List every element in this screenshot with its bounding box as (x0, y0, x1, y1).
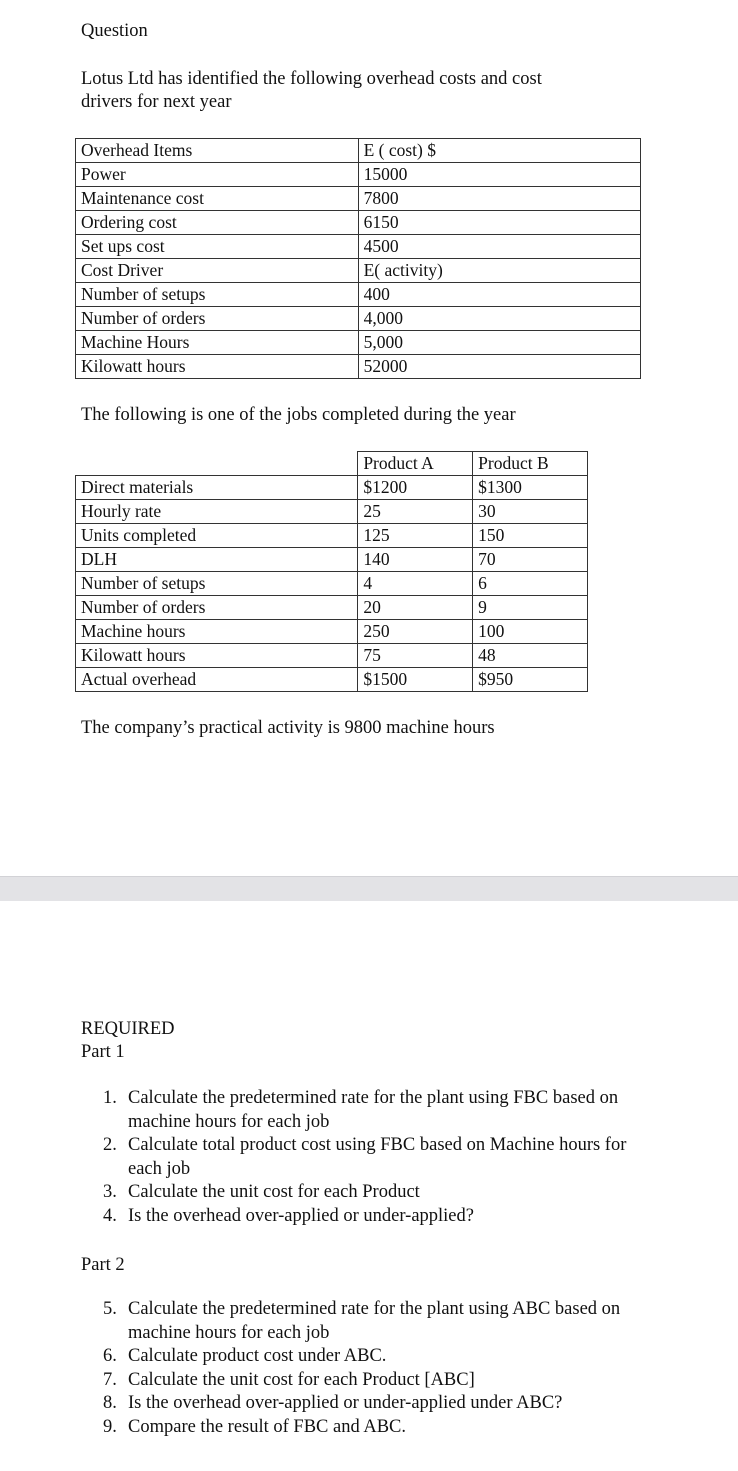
cost-driver-header: Cost Driver (76, 259, 359, 283)
list-item-number: 5. (103, 1299, 117, 1319)
table-cell: $1500 (358, 668, 473, 692)
list-item (103, 1345, 648, 1369)
table-cell: $1200 (358, 476, 473, 500)
list-item (103, 1298, 648, 1345)
table-cell: 4 (358, 572, 473, 596)
table-row (76, 235, 641, 259)
table-row (76, 548, 588, 572)
list-item (103, 1392, 648, 1416)
table-cell: $950 (473, 668, 588, 692)
table-cell: Machine Hours (76, 331, 359, 355)
list-item (103, 1369, 648, 1393)
list-item-text: Calculate total product cost using FBC based on Machine hours for each job (128, 1135, 627, 1179)
jobs-intro: The following is one of the jobs completed during the year (81, 405, 516, 425)
table-cell: Number of setups (76, 572, 358, 596)
list-item-text: Compare the result of FBC and ABC. (128, 1416, 406, 1437)
list-item-text: Is the overhead over-applied or under-applied under ABC? (128, 1393, 563, 1413)
practical-activity-text: The company’s practical activity is 9800 machine hours (81, 718, 495, 738)
table-cell: Direct materials (76, 476, 358, 500)
table-cell: 100 (473, 620, 588, 644)
product-b-header: Product B (473, 452, 588, 476)
table-cell: Units completed (76, 524, 358, 548)
table-cell: 75 (358, 644, 473, 668)
question-heading: Question (81, 21, 148, 41)
table-cell: $1300 (473, 476, 588, 500)
table-cell: 6 (473, 572, 588, 596)
list-item (103, 1205, 648, 1229)
list-item-text: Calculate the predetermined rate for the plant using ABC based on machine hours for each job (128, 1299, 621, 1343)
list-item-text: Calculate the unit cost for each Product (128, 1182, 420, 1202)
intro-line-2: drivers for next year (81, 92, 232, 112)
table-cell: 70 (473, 548, 588, 572)
overhead-cost-table (75, 138, 641, 379)
intro-line-1: Lotus Ltd has identified the following overhead costs and cost (81, 69, 542, 89)
table-cell: 25 (358, 500, 473, 524)
table-cell: Number of orders (76, 307, 359, 331)
table-cell: Set ups cost (76, 235, 359, 259)
table-cell: 140 (358, 548, 473, 572)
list-item-number: 3. (103, 1182, 117, 1202)
list-item-text: Calculate the unit cost for each Product [ABC] (128, 1369, 475, 1390)
list-item (103, 1181, 648, 1205)
table-cell: Number of setups (76, 283, 359, 307)
part-1-list (103, 1087, 648, 1228)
list-item-number: 1. (103, 1088, 117, 1108)
jobs-table-body (76, 452, 588, 692)
table-row (76, 524, 588, 548)
list-item-text: Calculate product cost under ABC. (128, 1346, 387, 1366)
table-row (76, 572, 588, 596)
table-cell: 7800 (358, 187, 640, 211)
list-item-number: 6. (103, 1346, 117, 1366)
required-heading: REQUIRED (81, 1019, 175, 1039)
table-cell: 5,000 (358, 331, 640, 355)
table-cell: Actual overhead (76, 668, 358, 692)
table-header-row (76, 452, 588, 476)
table-row (76, 355, 641, 379)
table-row (76, 187, 641, 211)
table-cell: Ordering cost (76, 211, 359, 235)
table-row (76, 259, 641, 283)
list-item-number: 4. (103, 1205, 117, 1226)
overhead-items-header: Overhead Items (76, 139, 359, 163)
table-cell: Power (76, 163, 359, 187)
table-cell: 9 (473, 596, 588, 620)
table-cell: 6150 (358, 211, 640, 235)
table-cell: Kilowatt hours (76, 644, 358, 668)
table-cell: 250 (358, 620, 473, 644)
table-cell: Number of orders (76, 596, 358, 620)
table-cell: 48 (473, 644, 588, 668)
table-cell: Hourly rate (76, 500, 358, 524)
table-row (76, 644, 588, 668)
list-item (103, 1416, 648, 1440)
table-row (76, 500, 588, 524)
table-cell: 400 (358, 283, 640, 307)
table-cell: 4,000 (358, 307, 640, 331)
table-row (76, 307, 641, 331)
part-2-list (103, 1298, 648, 1439)
list-item-number: 7. (103, 1369, 117, 1390)
table-row (76, 668, 588, 692)
table-cell: 20 (358, 596, 473, 620)
table-row (76, 283, 641, 307)
list-item-number: 2. (103, 1135, 117, 1155)
expected-activity-header: E( activity) (358, 259, 640, 283)
list-item-number: 8. (103, 1393, 117, 1413)
table-cell: 30 (473, 500, 588, 524)
table-cell: 4500 (358, 235, 640, 259)
table-cell: Kilowatt hours (76, 355, 359, 379)
table-row (76, 211, 641, 235)
list-item-text: Is the overhead over-applied or under-applied? (128, 1205, 474, 1226)
table-row (76, 596, 588, 620)
table-row (76, 476, 588, 500)
table-cell: 125 (358, 524, 473, 548)
table-cell: Machine hours (76, 620, 358, 644)
list-item-number: 9. (103, 1416, 117, 1437)
table-row (76, 139, 641, 163)
list-item (103, 1087, 648, 1134)
list-item-text: Calculate the predetermined rate for the plant using FBC based on machine hours for each job (128, 1088, 619, 1132)
empty-header-cell (76, 452, 358, 476)
overhead-table-body (76, 139, 641, 379)
table-row (76, 331, 641, 355)
product-a-header: Product A (358, 452, 473, 476)
table-cell: DLH (76, 548, 358, 572)
table-cell: Maintenance cost (76, 187, 359, 211)
table-cell: 15000 (358, 163, 640, 187)
list-item (103, 1134, 648, 1181)
page-break-divider (0, 876, 738, 901)
table-row (76, 163, 641, 187)
table-cell: 52000 (358, 355, 640, 379)
part-1-label: Part 1 (81, 1042, 125, 1062)
expected-cost-header: E ( cost) $ (358, 139, 640, 163)
table-cell: 150 (473, 524, 588, 548)
table-row (76, 620, 588, 644)
part-2-label: Part 2 (81, 1255, 125, 1275)
jobs-table (75, 451, 588, 692)
